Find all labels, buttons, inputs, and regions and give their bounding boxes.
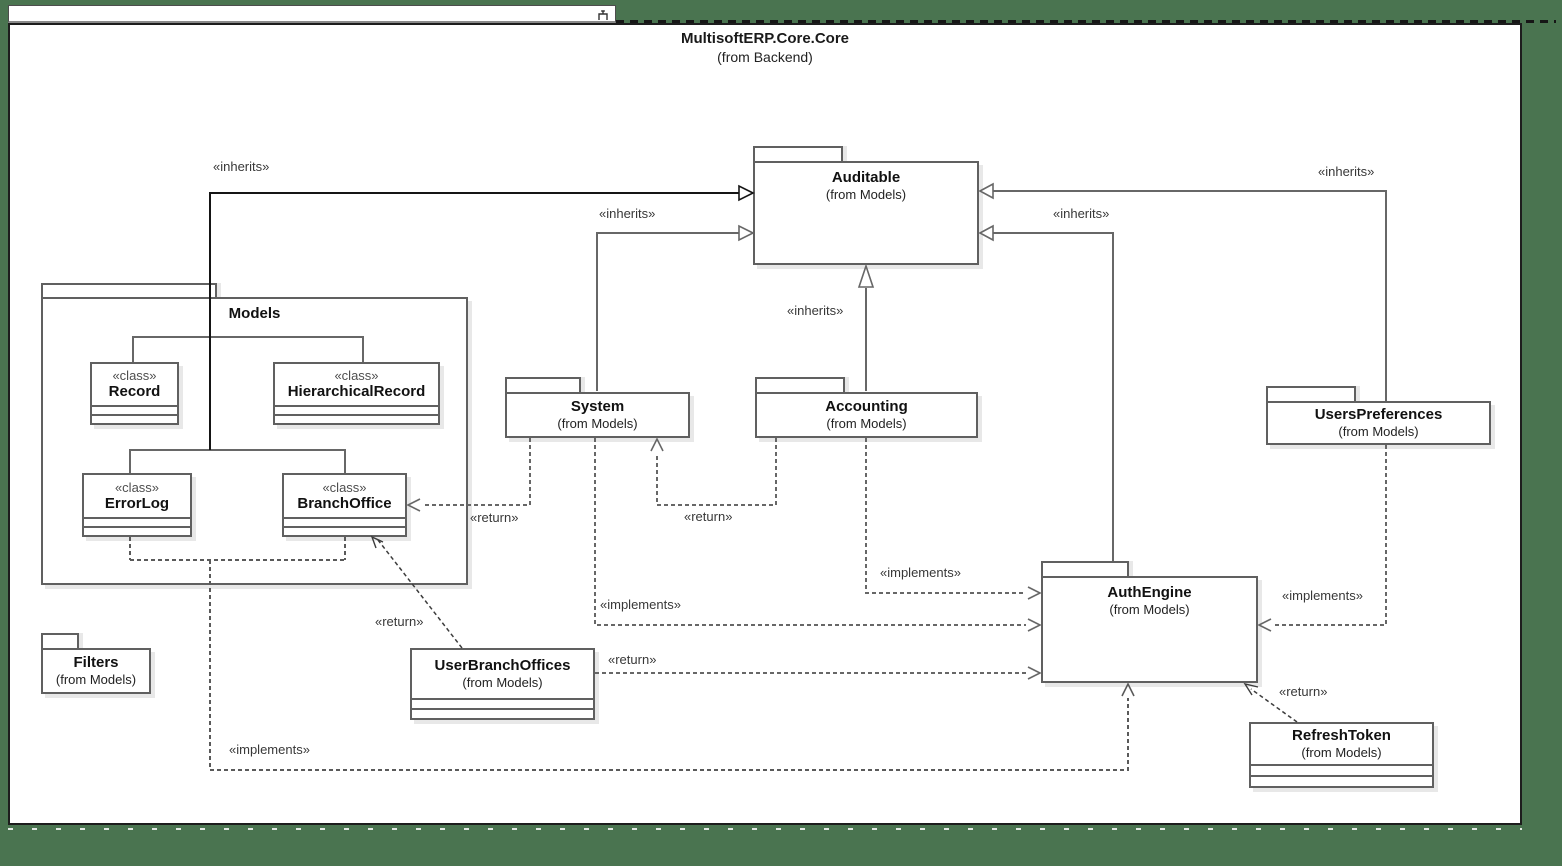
node-title: RefreshToken	[1292, 727, 1391, 744]
node-hierarchical-record[interactable]	[273, 362, 440, 425]
node-system[interactable]	[505, 377, 690, 438]
attributes-compartment	[84, 517, 190, 526]
node-subtitle: (from Models)	[825, 187, 907, 202]
operations-compartment	[412, 708, 593, 718]
operations-compartment	[275, 414, 438, 423]
operations-compartment	[84, 526, 190, 535]
node-stereotype: «class»	[114, 479, 160, 495]
node-user-branch-offices[interactable]	[410, 648, 595, 720]
selection-dashes-top	[616, 20, 1556, 23]
edge-label-implements: «implements»	[1282, 588, 1363, 603]
package-tab	[505, 377, 581, 392]
edge-label-inherits: «inherits»	[213, 159, 270, 174]
package-tab	[41, 283, 217, 297]
package-body	[755, 392, 978, 438]
diagram-title-text: MultisoftERP.Core.Core	[680, 30, 850, 47]
diagram-subtitle-text: (from Backend)	[717, 49, 813, 65]
edge-label-inherits: «inherits»	[1318, 164, 1375, 179]
package-body	[41, 297, 468, 585]
node-stereotype: «class»	[334, 368, 379, 383]
package-body	[1041, 576, 1258, 683]
node-stereotype: «class»	[112, 368, 157, 383]
edge-label-return: «return»	[470, 510, 519, 525]
edge-label-implements: «implements»	[229, 742, 310, 757]
package-body	[753, 161, 979, 265]
node-users-preferences[interactable]	[1266, 386, 1491, 445]
attributes-compartment	[92, 405, 177, 414]
edge-label-return: «return»	[375, 614, 424, 629]
operations-compartment	[284, 526, 405, 535]
package-body	[1266, 401, 1491, 445]
package-tab	[1041, 561, 1129, 576]
package-tab	[41, 633, 79, 648]
node-title: Models	[228, 305, 281, 322]
edge-label-inherits: «inherits»	[787, 303, 844, 318]
node-refresh-token[interactable]	[1249, 722, 1434, 788]
page-handle-icon	[596, 8, 610, 22]
operations-compartment	[92, 414, 177, 423]
node-title: Record	[108, 383, 161, 400]
node-accounting[interactable]	[755, 377, 978, 438]
package-tab	[753, 146, 843, 161]
attributes-compartment	[1251, 764, 1432, 775]
node-subtitle: (from Models)	[462, 675, 543, 690]
attributes-compartment	[412, 698, 593, 708]
node-subtitle: (from Models)	[55, 672, 137, 687]
node-title: ErrorLog	[104, 494, 170, 512]
edge-label-inherits: «inherits»	[1053, 206, 1110, 221]
edge-label-implements: «implements»	[880, 565, 961, 580]
node-title: System	[570, 398, 625, 415]
selection-dashes-bottom	[8, 828, 1522, 830]
node-error-log[interactable]	[82, 473, 192, 537]
node-title: Filters	[73, 654, 119, 671]
node-subtitle: (from Models)	[1301, 745, 1382, 760]
edge-label-return: «return»	[1279, 684, 1328, 699]
node-auditable[interactable]	[753, 146, 979, 265]
node-record[interactable]	[90, 362, 179, 425]
node-subtitle: (from Models)	[557, 416, 638, 431]
node-title: AuthEngine	[1107, 584, 1192, 601]
node-title: Accounting	[825, 398, 908, 415]
node-subtitle: (from Models)	[1338, 424, 1419, 439]
operations-compartment	[1251, 775, 1432, 786]
edge-label-inherits: «inherits»	[599, 206, 656, 221]
node-title: HierarchicalRecord	[287, 383, 426, 400]
node-title: BranchOffice	[297, 494, 392, 512]
node-stereotype: «class»	[322, 479, 367, 495]
node-subtitle: (from Models)	[826, 416, 907, 431]
page-title	[8, 30, 1522, 66]
node-branch-office[interactable]	[282, 473, 407, 537]
node-auth-engine[interactable]	[1041, 561, 1258, 683]
edge-label-return: «return»	[684, 509, 733, 524]
package-tab	[1266, 386, 1356, 401]
node-subtitle: (from Models)	[1109, 602, 1190, 617]
package-body	[41, 648, 151, 694]
node-models[interactable]	[41, 283, 468, 585]
edge-label-implements: «implements»	[600, 597, 681, 612]
node-title: Auditable	[831, 169, 901, 186]
package-tab	[755, 377, 845, 392]
node-title: UserBranchOffices	[434, 657, 571, 674]
node-filters[interactable]	[41, 633, 151, 694]
edge-label-return: «return»	[608, 652, 657, 667]
node-title: UsersPreferences	[1314, 406, 1443, 423]
attributes-compartment	[284, 517, 405, 526]
attributes-compartment	[275, 405, 438, 414]
package-body	[505, 392, 690, 438]
top-bar[interactable]	[8, 5, 616, 23]
